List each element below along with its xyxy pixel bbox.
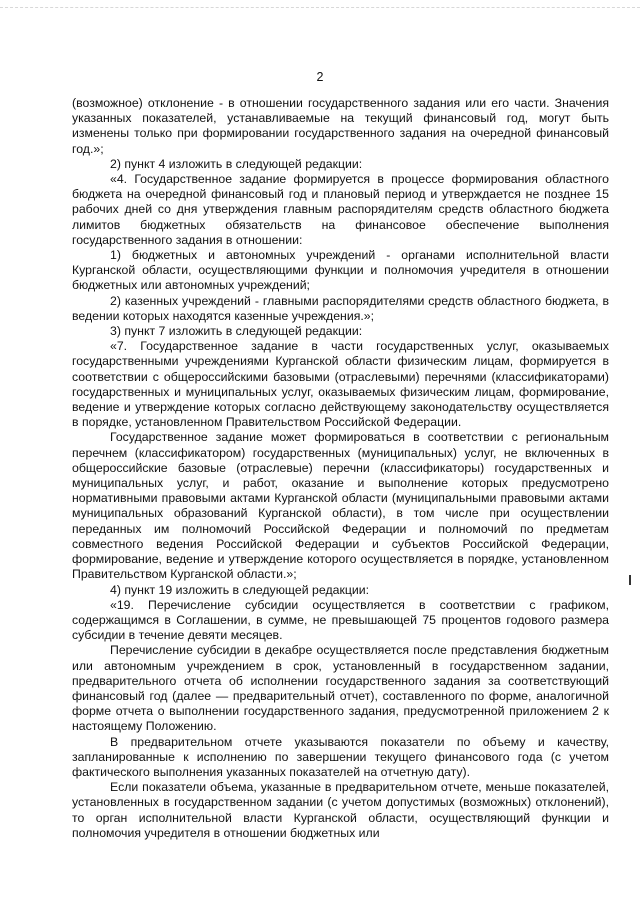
- paragraph-clause-4: «4. Государственное задание формируется в процессе формирования областного бюджета на очередной финансовый год и плановый период и утверждается не позднее 15 рабочих дней со дня утверждения главным распорядителям средств областного бюджета лимитов бюджетных обязательств на финансовое обеспечение выполнения государственного задания в отношении:: [72, 172, 609, 247]
- paragraph-clause-19-december: Перечисление субсидии в декабре осуществляется после представления бюджетным или автономным учреждением в срок, установленный в государственном задании, предварительного отчета об исполнении государственного задания за соответствующий финансовый год (далее — предварительный отчет), составленного по форме, аналогичной форме отчета о выполнении государственного задания, предусмотренной приложением 2 к настоящему Положению.: [72, 643, 609, 734]
- paragraph-clause-19-indicators: Если показатели объема, указанные в предварительном отчете, меньше показателей, установленных в государственном задании (с учетом допустимых (возможных) отклонений), то орган исполнительной власти Курганской области, осуществляющий функции и полномочия учредителя в отношении бюджетных или: [72, 780, 609, 840]
- paragraph-amendment-3: 3) пункт 7 изложить в следующей редакции:: [110, 324, 363, 339]
- paragraph-clause-7: «7. Государственное задание в части государственных услуг, оказываемых государственными учреждениями Курганской области физическим лицам, формируется в соответствии с общероссийскими базовыми (отраслевыми) перечнями (классификаторами) государственных и муниципальных услуг, оказываемых физическим лицам, формирование, ведение и утверждение которых согласно действующему законодательству осуществляется в порядке, установленном Правительством Российской Федерации.: [72, 339, 609, 430]
- paragraph-clause-4-item-2: 2) казенных учреждений - главными распорядителями средств областного бюджета, в ведении которых находятся казенные учреждения.»;: [72, 293, 609, 323]
- document-body: [72, 96, 609, 841]
- paragraph-clause-7-regional: Государственное задание может формироваться в соответствии с региональным перечнем (классификатором) государственных (муниципальных) услуг, не включенных в общероссийские базовые (отраслевые) перечни (классификаторы) государственных и муниципальных услуг, и работ, оказание и выполнение которых предусмотрено нормативными правовыми актами Курганской области (муниципальными правовыми актами муниципальных образований Курганской области), в том числе при осуществлении переданных им полномочий Российской Федерации и полномочий по предметам совместного ведения Российской Федерации и субъектов Российской Федерации, формирование, ведение и утверждение которого осуществляется в порядке, установленном Правительством Курганской области.»;: [72, 430, 609, 582]
- scan-edge-line: [0, 7, 640, 8]
- page-number: 2: [316, 70, 324, 84]
- paragraph-clause-19-preliminary-report: В предварительном отчете указываются показатели по объему и качеству, запланированные к исполнению по завершении текущего финансового года (с учетом фактического выполнения указанных показателей на отчетную дату).: [72, 734, 609, 779]
- paragraph-amendment-4: 4) пункт 19 изложить в следующей редакции:: [110, 582, 370, 597]
- scan-edge-mark: [629, 575, 631, 585]
- paragraph-continuation: (возможное) отклонение - в отношении государственного задания или его части. Значения указанных показателей, устанавливаемые на текущий финансовый год, могут быть изменены только при формировании государственного задания на очередной финансовый год.»;: [72, 96, 609, 156]
- paragraph-amendment-2: 2) пункт 4 изложить в следующей редакции:: [110, 156, 363, 171]
- paragraph-clause-19: «19. Перечисление субсидии осуществляется в соответствии с графиком, содержащимся в Соглашении, в сумме, не превышающей 75 процентов годового размера субсидии в течение девяти месяцев.: [72, 597, 609, 643]
- paragraph-clause-4-item-1: 1) бюджетных и автономных учреждений - органами исполнительной власти Курганской области, осуществляющими функции и полномочия учредителя в отношении бюджетных или автономных учреждений;: [72, 248, 609, 293]
